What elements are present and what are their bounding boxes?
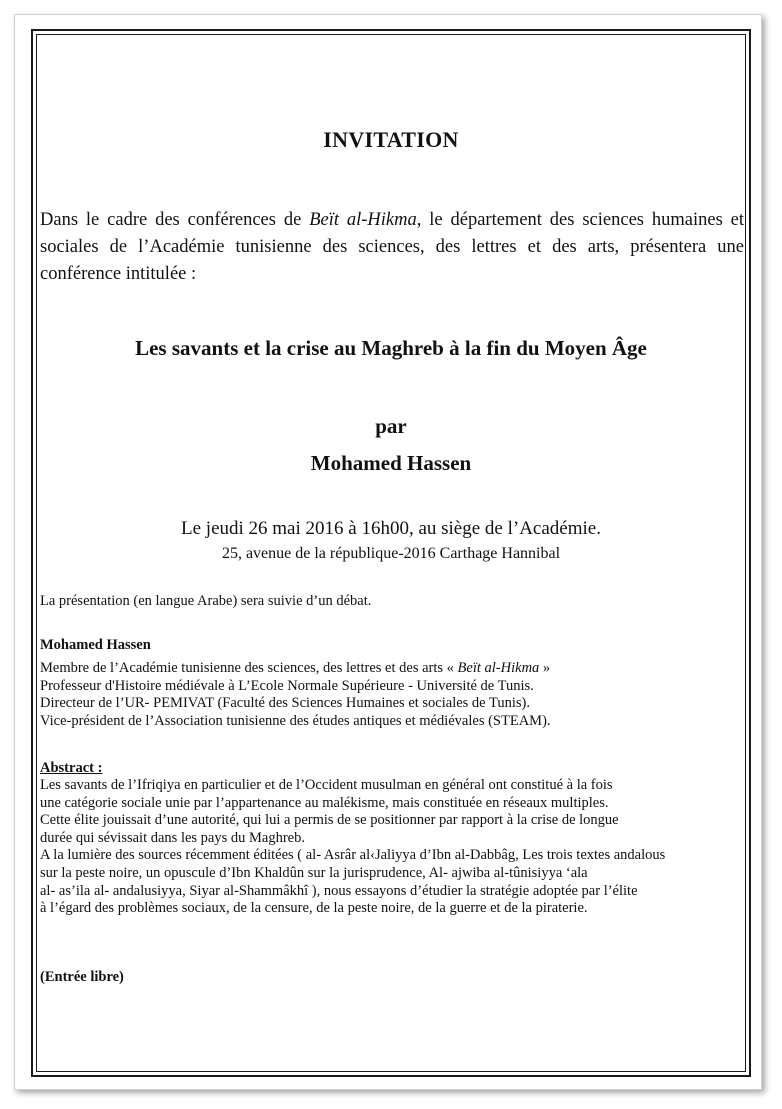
by-label: par bbox=[375, 414, 407, 438]
bio-line-professor: Professeur d'Histoire médiévale à L’Ecole Normale Supérieure - Université de Tunis. bbox=[40, 677, 534, 694]
event-address: 25, avenue de la république-2016 Carthage Hannibal bbox=[221, 545, 561, 562]
intro-beit-al-hikma: Beït al-Hikma bbox=[309, 210, 417, 230]
intro-text-start: Dans le cadre des conférences de bbox=[40, 210, 310, 230]
bio-line-director: Directeur de l’UR- PEMIVAT (Faculté des Sciences Humaines et sociales de Tunis). bbox=[40, 695, 530, 712]
abstract-line: à l’égard des problèmes sociaux, de la censure, de la peste noire, de la guerre et de la piraterie. bbox=[40, 900, 588, 917]
abstract-line: A la lumière des sources récemment éditées ( al- Asrâr al‹Jaliyya d’Ibn al-Dabbâg, Les trois textes andalous bbox=[40, 847, 666, 864]
free-entry-note: (Entrée libre) bbox=[40, 969, 124, 985]
abstract-line: durée qui sévissait dans les pays du Maghreb. bbox=[40, 829, 305, 846]
bio-line-vice-president: Vice-président de l’Association tunisienne des études antiques et médiévales (STEAM). bbox=[40, 712, 551, 729]
bio-line-membership bbox=[40, 660, 551, 678]
conference-title: Les savants et la crise au Maghreb à la fin du Moyen Âge bbox=[135, 336, 647, 360]
bio-line-membership-end: » bbox=[539, 660, 551, 676]
presentation-note: La présentation (en langue Arabe) sera suivie d’un débat. bbox=[40, 593, 372, 609]
abstract-line: sur la peste noire, un opuscule d’Ibn Khaldûn sur la jurisprudence, Al- ajwiba al-tûnisiyya ‘ala bbox=[40, 864, 588, 881]
bio-line-membership-text: Membre de l’Académie tunisienne des sciences, des lettres et des arts « bbox=[40, 660, 458, 676]
abstract-line: Cette élite jouissait d’une autorité, qui lui a permis de se positionner par rapport à la crise de longue bbox=[40, 812, 619, 829]
abstract-line: al- as’ila al- andalusiyya, Siyar al-Shammâkhî ), nous essayons d’étudier la stratégie adoptée par l’élite bbox=[40, 882, 638, 899]
event-date: Le jeudi 26 mai 2016 à 16h00, au siège de l’Académie. bbox=[181, 518, 601, 539]
bio-block bbox=[40, 660, 551, 730]
bio-line-membership-italic: Beït al-Hikma bbox=[457, 660, 540, 676]
bio-name: Mohamed Hassen bbox=[40, 637, 151, 653]
abstract-line: Les savants de l’Ifriqiya en particulier et de l’Occident musulman en général ont constitué à la fois bbox=[40, 777, 613, 793]
abstract-line: une catégorie sociale unie par l’appartenance au malékisme, mais constituée en réseaux multiples. bbox=[40, 794, 609, 811]
abstract-heading: Abstract : bbox=[40, 760, 103, 776]
intro-paragraph bbox=[40, 207, 744, 288]
speaker-name: Mohamed Hassen bbox=[310, 451, 472, 475]
abstract-body bbox=[40, 777, 742, 918]
intro-text-end: , le département des sciences humaines et sociales de l’Académie tunisienne des sciences, des lettres et des arts, présentera une conférence intitulée : bbox=[40, 210, 745, 284]
invitation-title: INVITATION bbox=[323, 127, 459, 152]
